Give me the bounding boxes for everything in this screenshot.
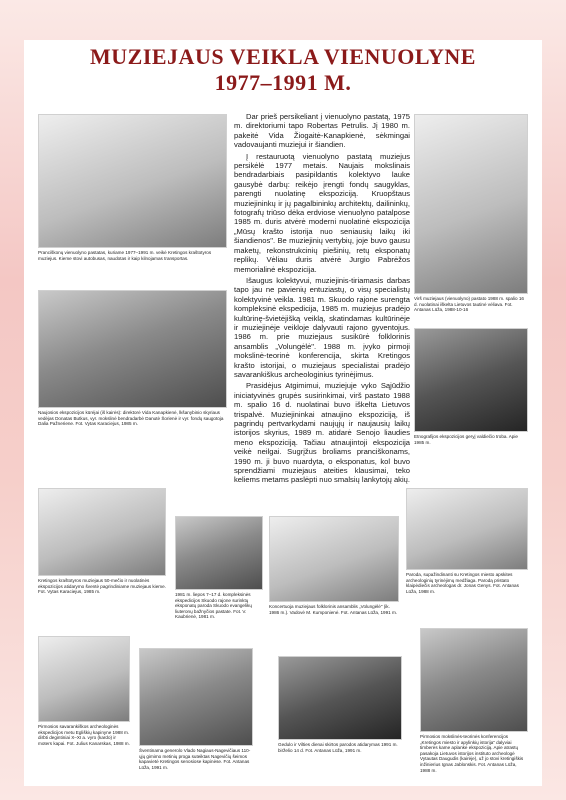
paragraph-collective: Išaugus kolektyvui, muziejinis-tiriamasis darbas tapo jau ne pavienių entuziastų, o visų specialistų kolektyvinė veikla. 1981 m. Skuodo rajone surengta kompleksinė ekspedicija, 1985 m. muziejus pradėjo kultūrinę-švietėjišką veiklą, skatindamas kultūrinėje ir muziejinėje veikloje dalyvauti rajono gyventojus. 1986 m. prie muziejaus susikūrė folklorinis ansamblis „Volungėlė". 1988 m. įvyko pirmoji mokslinė-teorinė konferencija, skirta Kretingos krašto istorijai, o muziejaus specialistai pradėjo savarankiškus archeologinius tyrinėjimus. [234,275,410,379]
caption-burial-excavation: Pirmosios savarankiškos archeologinės ekspedicijos metu Egliškių kapinyne 1988 m. dirbti degintiniai X–XI a. vyro (kardo) ir moters kapai. Fot. Julius Kanarskas, 1988 m. [38,724,130,746]
caption-skuodas-exhibition: 1981 m. liepos 7–17 d. kompleksinės ekspedicijos Skuodo rajone surinktų eksponatų paroda Skuodo evangelikų liuteronų bažnyčios pastate. Fot. V. Kaubrienė, 1981 m. [175,592,252,620]
caption-ethnography-room: Etnografijos ekspozicijos geryj valdiečio troba. Apie 1985 m. [414,434,518,445]
caption-grave-consecration: Šventinama generolo Vlado Nagiaus-Nagevičiaus 110-ųjų gimimo metinių proga suteiktas Nagevičių šeimos kapavietė Kretingos senosiose kapinėse. Fot. Antanas Lūža, 1991 m. [139,748,251,770]
paragraph-revival: Prasidėjus Atgimimui, muziejuje vyko Sąjūdžio iniciatyvinės grupės susirinkimai, virš pastato 1988 m. spalio 16 d. nuolatinai buvo iškelta Lietuvos trispalvė. Muziejininkai atnaujino ekspoziciją, iš pagrindų pertvarkydami naujųjų ir naujausių laikų istorijos skyrius, 1989 m. atidarė Senojo liaudies meno ekspoziciją. Tačiau atnaujintoji ekspozicija veikė neilgai. Sugrįžus broliams pranciškonams, 1990 m. ji buvo nuardyta, o eksponatus, kol buvo sprendžiami muziejaus ateities klausimai, teko keliems metams paslėpti nuo smalsių lankytojų akių. [234,381,410,485]
caption-archaeology-exhibition: Paroda, supažindinanti su Kretingos miesto apskites archeologinių tyrinėjimų medžiaga. Parodą pristato klaipėdiečis archeologas dr. Jonas Genys. Fot. Antanas Lūža, 1988 m. [406,572,519,594]
caption-folklore-ensemble: Koncertuoja muziejaus folklorinis ansamblis „Volungėlė" (ik. 1986 m.). Vadovė M. Kumponienė. Fot. Antanas Lūža, 1991 m. [269,604,398,615]
photo-burial-excavation [38,636,130,722]
photo-folklore-ensemble [269,516,399,602]
photo-ethnography-room [414,328,528,432]
main-article-text [234,112,410,485]
caption-mourning-day-opening: Gedulo ir Vilties dienai skirtos parodos atidarymas 1991 m. birželio 14 d. Fot. Antanas Lūža, 1991 m. [278,742,398,753]
photo-exposition-creators [38,290,227,408]
page-subtitle-years: 1977–1991 M. [214,70,352,95]
photo-monastery-building [38,114,227,248]
photo-grave-consecration [139,648,253,746]
photo-skuodas-exhibition [175,516,263,590]
paragraph-relocation: Į restauruotą vienuolyno pastatą muziejus persikėlė 1977 metais. Naujais mokslinais bendradarbiais pasipildantis kolektyvo lauke gausybė darbų: reikėjo įrengti fondų saugyklas, parengti nuolatinę ekspoziciją. Kruopštaus muziejininkų ir jų pagalbininkų architektų, dailininkų, fotografų triūso dėka erdviose vienuolyno patalpose 1985 m. duris atvėrė moderni nuolatinė ekspozicija „Mūsų krašto istorija nuo seniausių laikų iki šiandienos". Be muziejinių vertybių, joje buvo gausu maketų, rekonstrukcinių piešinių, retų eksponatų replikų. Vėliau duris atvėrė Jurgio Pabrėžos memorialinė ekspozicija. [234,151,410,274]
photo-archaeology-exhibition [406,488,528,570]
photo-mourning-day-opening [278,656,402,740]
paragraph-directors: Dar prieš persikeliant į vienuolyno pastatą, 1975 m. direktoriumi tapo Robertas Petrulis. Jį 1980 m. pakeitė Vida Žiogaitė-Kanapkienė, sėkmingai vadovaujanti muziejui ir šiandien. [234,112,410,150]
caption-tower-flag: Virš muziejaus (vienuolyno) pastato 1988 m. spalio 16 d. nuolatinai iškelta Lietuvos tautinė vėliava. Fot. Antanas Lūža, 1988-10-16 [414,296,524,313]
caption-exposition-creators: Naujosios ekspozicijos kūrėjai (iš kairės): direktorė Vida Kanapkienė, lkšanybinio skyriaus vedėjas Donatas Butkus, vyr. mokslinė bendradarbė Danutė Šorienė ir vyr. fondų saugotoja Dalia Pažneriene. Fot. Vytas Karaciejus, 1985 m. [38,410,224,427]
caption-monastery-building: Pranciškonų vienuolyno pastatas, kuriame 1977–1991 m. veikė Kretingos kraštotyros muziejus. Kieme stovi autobusas, naudotas ir kaip kilnojamas transportas. [38,250,212,261]
photo-conference-visitors [420,628,528,732]
caption-anniversary-yard: Kretingos kraštotyros muziejaus 50-mečio ir nuolatinės ekspozicijos atidarymo šventė pagrindiniame muziejaus kieme. Fot. Vytas Karaciejus, 1985 m. [38,578,166,595]
photo-tower-flag [414,114,528,294]
photo-anniversary-yard [38,488,166,576]
page-title: MUZIEJAUS VEIKLA VIENUOLYNE [90,44,476,69]
caption-conference-visitors: Pirmosios mokslinės-teorinės konferencijos „Kretingos miesto ir apylinkių istorija" dalyviai timberės kame aplankė ekspoziciją. Apie atrastų pasakoja Lietuvos istorijos instituto archeologė Vytautas Daugudis (kairėje), už jo stovi kretingiškis inžinierius Ignas Jablonskis. Fot. Antanas Lūža, 1988 m. [420,734,524,773]
